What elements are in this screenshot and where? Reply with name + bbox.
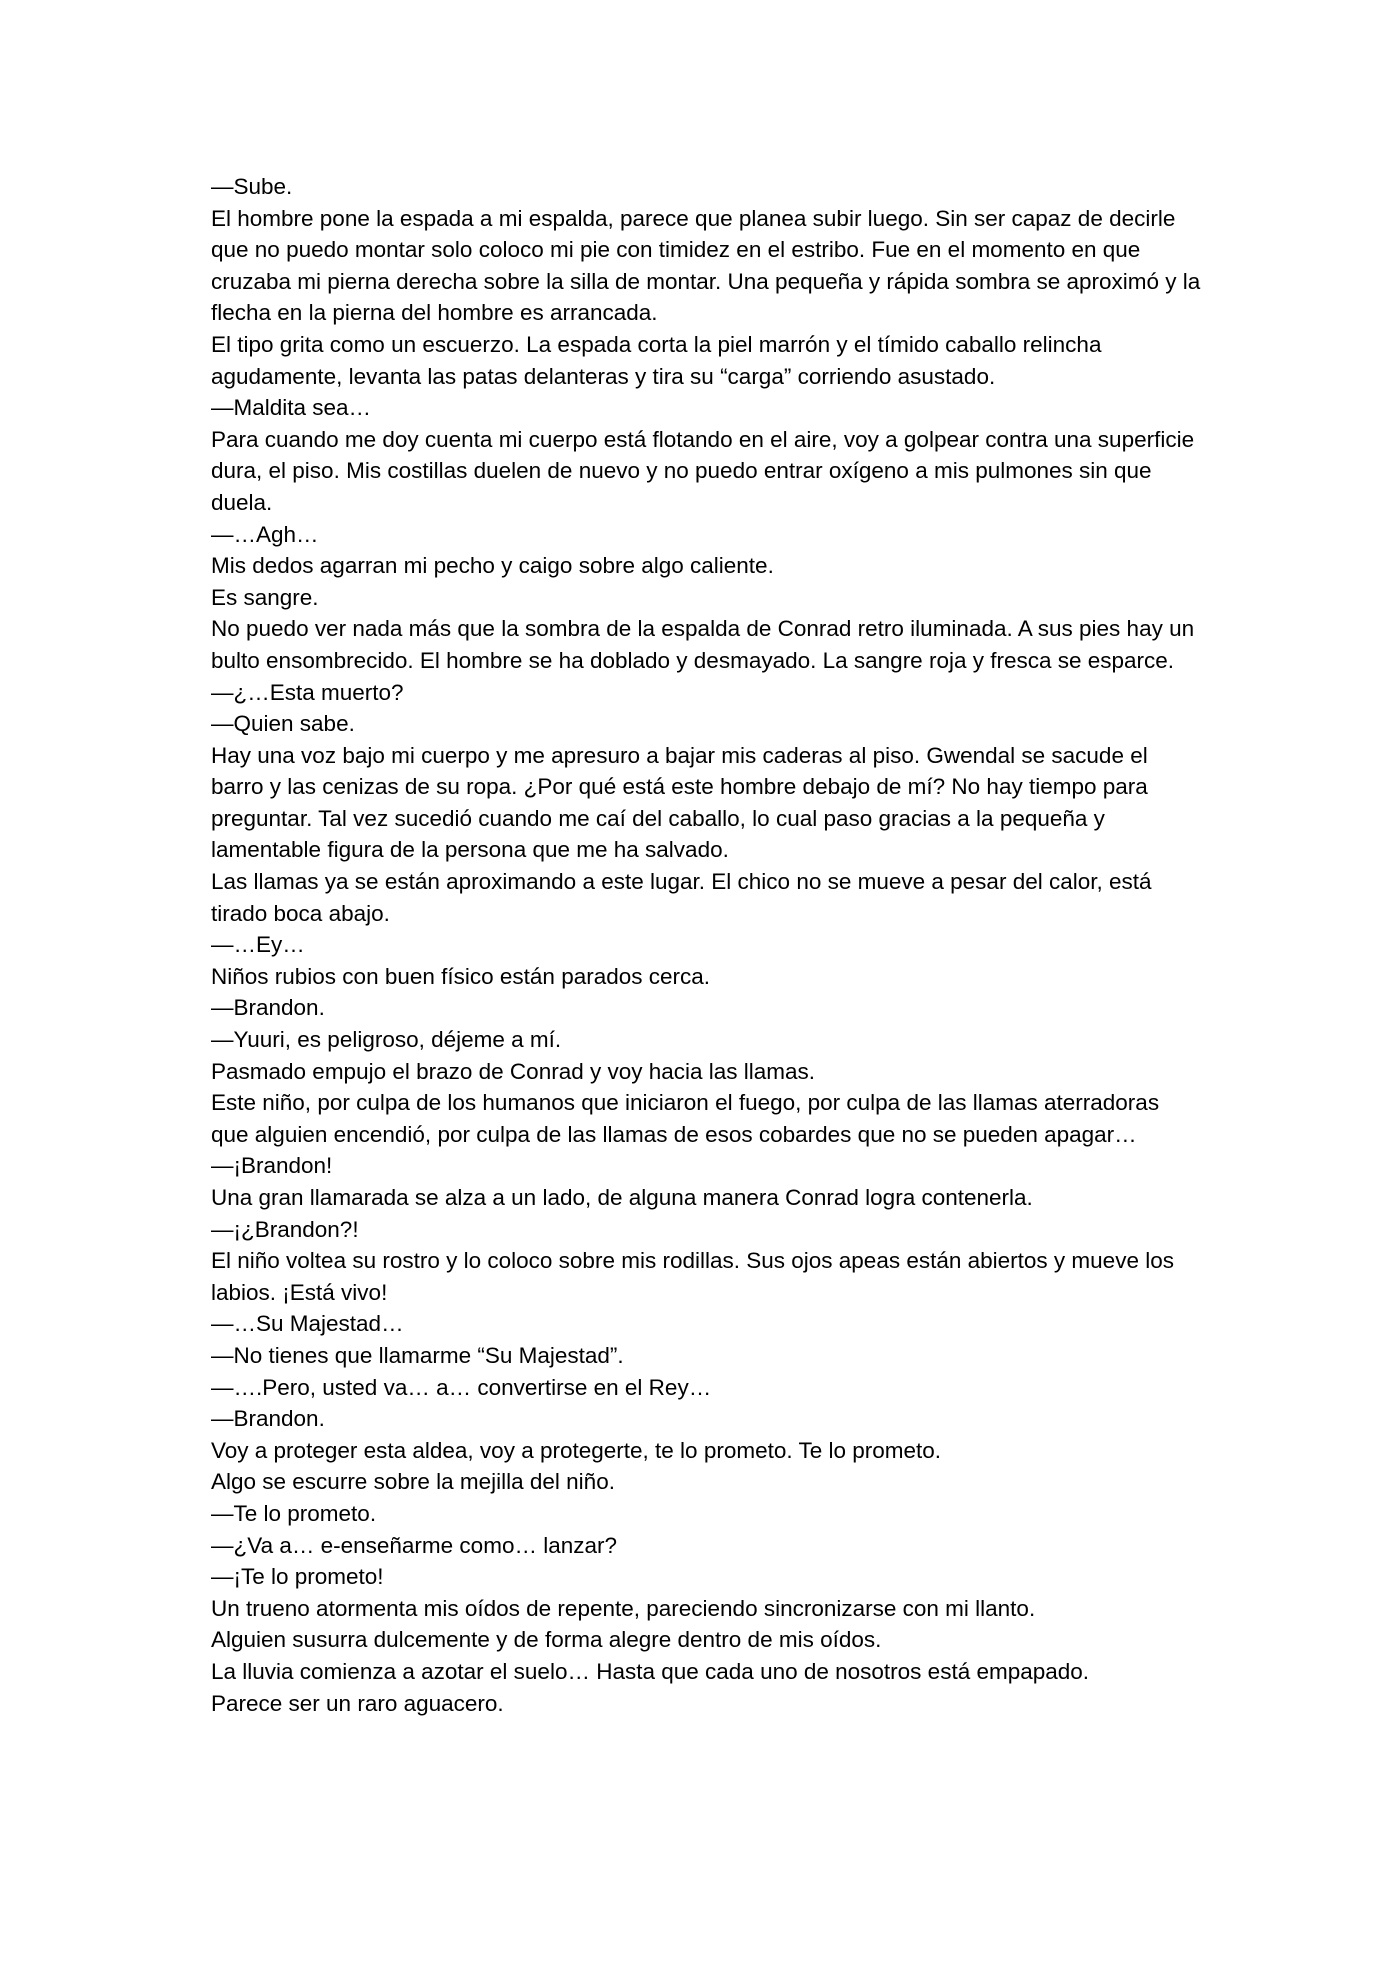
paragraph: Parece ser un raro aguacero. <box>211 1690 504 1716</box>
paragraph: —¿…Esta muerto? <box>211 679 404 705</box>
paragraph: Este niño, por culpa de los humanos que iniciaron el fuego, por culpa de las llamas aterradoras que alguien encendió, por culpa de las llamas de esos cobardes que no se pueden apagar… <box>211 1090 1160 1147</box>
paragraph: Una gran llamarada se alza a un lado, de alguna manera Conrad logra contenerla. <box>211 1185 1033 1210</box>
paragraph: —Brandon. <box>211 995 325 1021</box>
paragraph: Voy a proteger esta aldea, voy a protegerte, te lo prometo. Te lo prometo. <box>211 1437 942 1463</box>
paragraph: —¡Brandon! <box>211 1153 333 1179</box>
paragraph: —Sube. <box>211 174 293 199</box>
paragraph: —Brandon. <box>211 1406 325 1432</box>
paragraph: —¿Va a… e-enseñarme como… lanzar? <box>211 1532 617 1558</box>
paragraph: Las llamas ya se están aproximando a este lugar. El chico no se mueve a pesar del calor, está tirado boca abajo. <box>211 869 1152 926</box>
paragraph: —No tienes que llamarme “Su Majestad”. <box>211 1342 624 1368</box>
paragraph: —Yuuri, es peligroso, déjeme a mí. <box>211 1027 562 1053</box>
paragraph: Un trueno atormenta mis oídos de repente, pareciendo sincronizarse con mi llanto. <box>211 1595 1036 1621</box>
paragraph: —Quien sabe. <box>211 711 355 737</box>
paragraph: —Te lo prometo. <box>211 1500 377 1526</box>
paragraph: Es sangre. <box>211 584 319 610</box>
paragraph: Alguien susurra dulcemente y de forma alegre dentro de mis oídos. <box>211 1627 882 1653</box>
paragraph: —…Ey… <box>211 932 305 958</box>
paragraph: Hay una voz bajo mi cuerpo y me apresuro a bajar mis caderas al piso. Gwendal se sacude el barro y las cenizas de su ropa. ¿Por qué está este hombre debajo de mí? No hay tiempo para preguntar. Tal vez sucedió cuando me caí del caballo, lo cual paso gracias a la pequeña y lamentable figura de la persona que me ha salvado. <box>211 742 1148 863</box>
paragraph: Para cuando me doy cuenta mi cuerpo está flotando en el aire, voy a golpear contra una superficie dura, el piso. Mis costillas duelen de nuevo y no puedo entrar oxígeno a mis pulmones sin que duela. <box>211 426 1195 515</box>
paragraph: —¡¿Brandon?! <box>211 1216 359 1242</box>
paragraph: Mis dedos agarran mi pecho y caigo sobre algo caliente. <box>211 553 774 579</box>
document-body <box>211 171 1201 1719</box>
paragraph: La lluvia comienza a azotar el suelo… Hasta que cada uno de nosotros está empapado. <box>211 1658 1090 1684</box>
paragraph: —¡Te lo prometo! <box>211 1564 384 1590</box>
paragraph: —Maldita sea… <box>211 395 372 421</box>
paragraph: Pasmado empujo el brazo de Conrad y voy hacia las llamas. <box>211 1058 816 1084</box>
paragraph: —…Su Majestad… <box>211 1311 404 1337</box>
paragraph: —…Agh… <box>211 521 319 547</box>
paragraph: Algo se escurre sobre la mejilla del niño. <box>211 1469 615 1495</box>
paragraph: No puedo ver nada más que la sombra de la espalda de Conrad retro iluminada. A sus pies hay un bulto ensombrecido. El hombre se ha doblado y desmayado. La sangre roja y fresca se esparce. <box>211 616 1195 673</box>
paragraph: El niño voltea su rostro y lo coloco sobre mis rodillas. Sus ojos apeas están abiertos y mueve los labios. ¡Está vivo! <box>211 1248 1174 1305</box>
paragraph: El tipo grita como un escuerzo. La espada corta la piel marrón y el tímido caballo relincha agudamente, levanta las patas delanteras y tira su “carga” corriendo asustado. <box>211 331 1102 389</box>
paragraph: —….Pero, usted va… a… convertirse en el Rey… <box>211 1374 712 1400</box>
paragraph: Niños rubios con buen físico están parados cerca. <box>211 963 711 989</box>
paragraph: El hombre pone la espada a mi espalda, parece que planea subir luego. Sin ser capaz de decirle que no puedo montar solo coloco mi pie con timidez en el estribo. Fue en el momento en que cruzaba mi pierna derecha sobre la silla de montar. Una pequeña y rápida sombra se aproximó y la flecha en la pierna del hombre es arrancada. <box>211 205 1201 326</box>
